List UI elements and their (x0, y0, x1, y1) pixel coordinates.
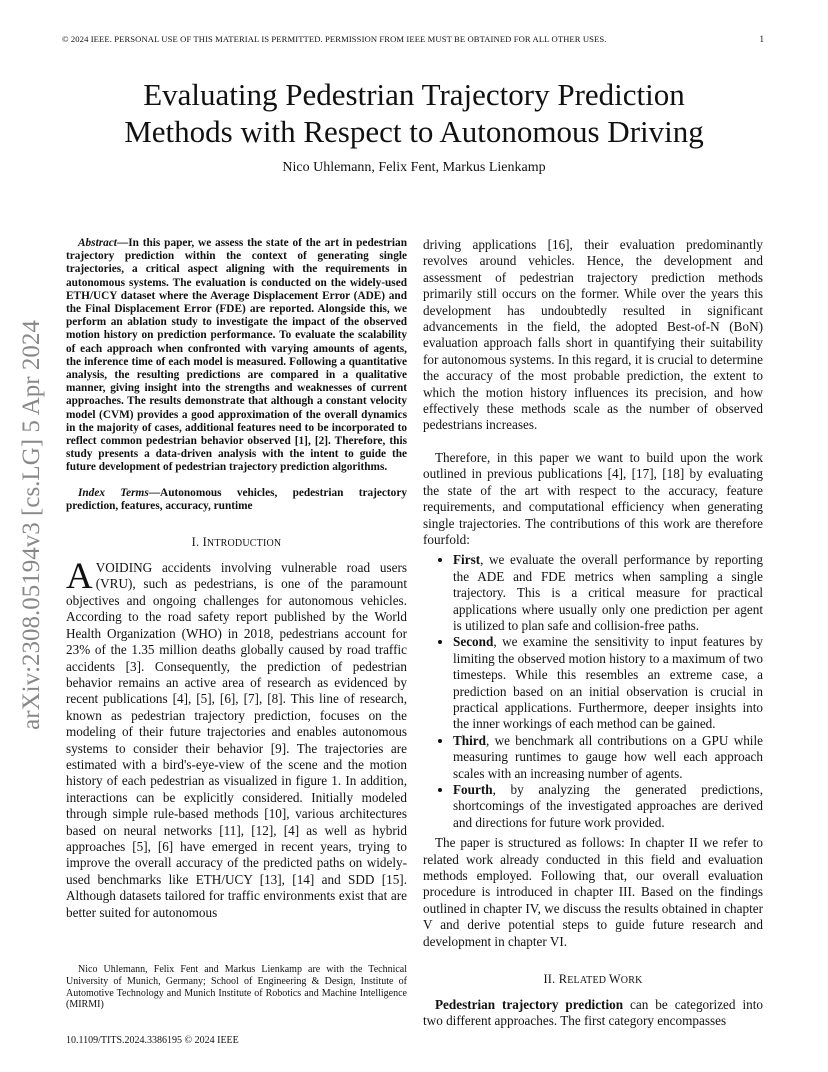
drop-cap: A (66, 556, 93, 598)
author-list: Nico Uhlemann, Felix Fent, Markus Lienkamp (282, 160, 546, 175)
section-heading-related-work: II. RELATED WORK (543, 972, 643, 987)
contribution-item: • Fourth, by analyzing the generated predictions, shortcomings of the investigated approaches are derived and directions for future work provided. (453, 782, 763, 831)
right-column (423, 237, 763, 1030)
abstract-label: Abstract (78, 237, 117, 249)
contribution-item: • First, we evaluate the overall performance by reporting the ADE and FDE metrics when sampling a single trajectory. This is a critical measure for practical applications where usually only one prediction per agent is utilized to plan safe and collision-free paths. (453, 552, 763, 634)
right-paragraph-2: Therefore, in this paper we want to build upon the work outlined in previous publications [4], [17], [18] by evaluating the state of the art with respect to the accuracy, feature requirements, and computational efficiency when generating single trajectories. The contributions of this work are therefore fourfold: (423, 449, 763, 547)
title-line-1: Evaluating Pedestrian Trajectory Prediction (143, 77, 685, 112)
paper-title (0, 76, 828, 150)
index-terms-text: —Autonomous vehicles, pedestrian trajectory prediction, features, accuracy, runtime (66, 486, 407, 512)
index-terms (66, 487, 407, 513)
contribution-item: • Third, we benchmark all contributions on a GPU while measuring runtimes to gauge how well each approach scales with an increasing number of agents. (453, 733, 763, 782)
contribution-list (423, 552, 763, 831)
introduction-text: VOIDING accidents involving vulnerable road users (VRU), such as pedestrians, is one of the paramount objectives and ongoing challenges for autonomous vehicles. According to the road safety report published by the World Health Organization (WHO) in 2018, pedestrians account for 23% of the 1.35 million deaths globally caused by road traffic accidents [3]. Consequently, the prediction of pedestrian behavior remains an active area of research as evidenced by recent publications [4], [5], [6], [7], [8]. This line of research, known as pedestrian trajectory prediction, focuses on the modeling of their future trajectories and enables autonomous systems to consider their behavior [9]. The trajectories are estimated with a bird's-eye-view of the scene and the motion history of each pedestrian as visualized in figure 1. In addition, interactions can be explicitly considered. Initially modeled through simple rule-based methods [10], various architectures based on neural networks [11], [12], [4] as well as hybrid approaches [5], [6] have emerged in recent years, trying to improve the overall accuracy of the predicted paths on widely-used benchmarks like ETH/UCY [13], [14] and SDD [15]. Although datasets tailored for traffic environments exist that are better suited for autonomous (66, 560, 407, 920)
left-column (66, 237, 407, 921)
abstract (66, 237, 407, 475)
copyright-header: © 2024 IEEE. PERSONAL USE OF THIS MATERIAL IS PERMITTED. PERMISSION FROM IEEE MUST BE OBTAINED FOR ALL OTHER USES. (62, 34, 607, 44)
right-paragraph-1: driving applications [16], their evaluation predominantly revolves around vehicles. Hence, the development and assessment of pedestrian trajectory prediction methods primarily still occurs on the former. While over the years this development has undoubtedly resulted in significant advancements in the field, the adopted Best-of-N (BoN) evaluation approach falls short in quantifying their suitability for autonomous systems. In this regard, it is crucial to determine the accuracy of the most probable prediction, the extent to which the motion history influences its precision, and how effectively these methods scale as the number of observed pedestrians increases. (423, 237, 763, 433)
right-paragraph-3: The paper is structured as follows: In chapter II we refer to related work already conducted in this field and evaluation methods employed. Following that, our overall evaluation procedure is introduced in chapter III. Based on the findings outlined in chapter IV, we discuss the results obtained in chapter V and derive potential steps to guide future research and development in chapter VI. (423, 835, 763, 949)
arxiv-stamp (12, 290, 52, 760)
page-number: 1 (759, 34, 764, 44)
doi-footer: 10.1109/TITS.2024.3386195 © 2024 IEEE (66, 1035, 239, 1046)
affiliation-footnote: Nico Uhlemann, Felix Fent and Markus Lienkamp are with the Technical University of Munich, Germany; School of Engineering & Design, Institute of Automotive Technology and Munich Institute of Robotics and Machine Intelligence (MIRMI) (66, 964, 407, 1011)
contribution-item: • Second, we examine the sensitivity to input features by limiting the observed motion history to a maximum of two timesteps. While this resembles an extreme case, a prediction based on an initial observation is crucial in practical applications. Furthermore, deeper insights into the inner workings of each method can be gained. (453, 634, 763, 732)
title-line-2: Methods with Respect to Autonomous Driving (124, 114, 704, 149)
index-terms-label: Index Terms (78, 486, 149, 499)
section-heading-introduction: I. INTRODUCTION (191, 535, 282, 550)
abstract-text: —In this paper, we assess the state of the art in pedestrian trajectory prediction within the context of generating single trajectories, a critical aspect aligning with the requirements in autonomous systems. The evaluation is conducted on the widely-used ETH/UCY dataset where the Average Displacement Error (ADE) and the Final Displacement Error (FDE) are reported. Alongside this, we perform an ablation study to investigate the impact of the observed motion history on prediction performance. To evaluate the scalability of each approach when confronted with varying amounts of agents, the inference time of each model is measured. Following a quantitative analysis, the resulting predictions are compared in a qualitative manner, giving insight into the strengths and weaknesses of current approaches. The results demonstrate that although a constant velocity model (CVM) provides a good approximation of the overall dynamics in the majority of cases, additional features need to be incorporated to reflect common pedestrian behavior observed [1], [2]. Therefore, this study presents a data-driven analysis with the intent to guide the future development of pedestrian trajectory prediction algorithms. (66, 237, 407, 474)
introduction-paragraph (66, 556, 407, 921)
right-paragraph-4: Pedestrian trajectory prediction can be categorized into two different approaches. The first category encompasses (423, 997, 764, 1029)
arxiv-stamp-text: arXiv:2308.05194v3 [cs.LG] 5 Apr 2024 (18, 320, 45, 730)
